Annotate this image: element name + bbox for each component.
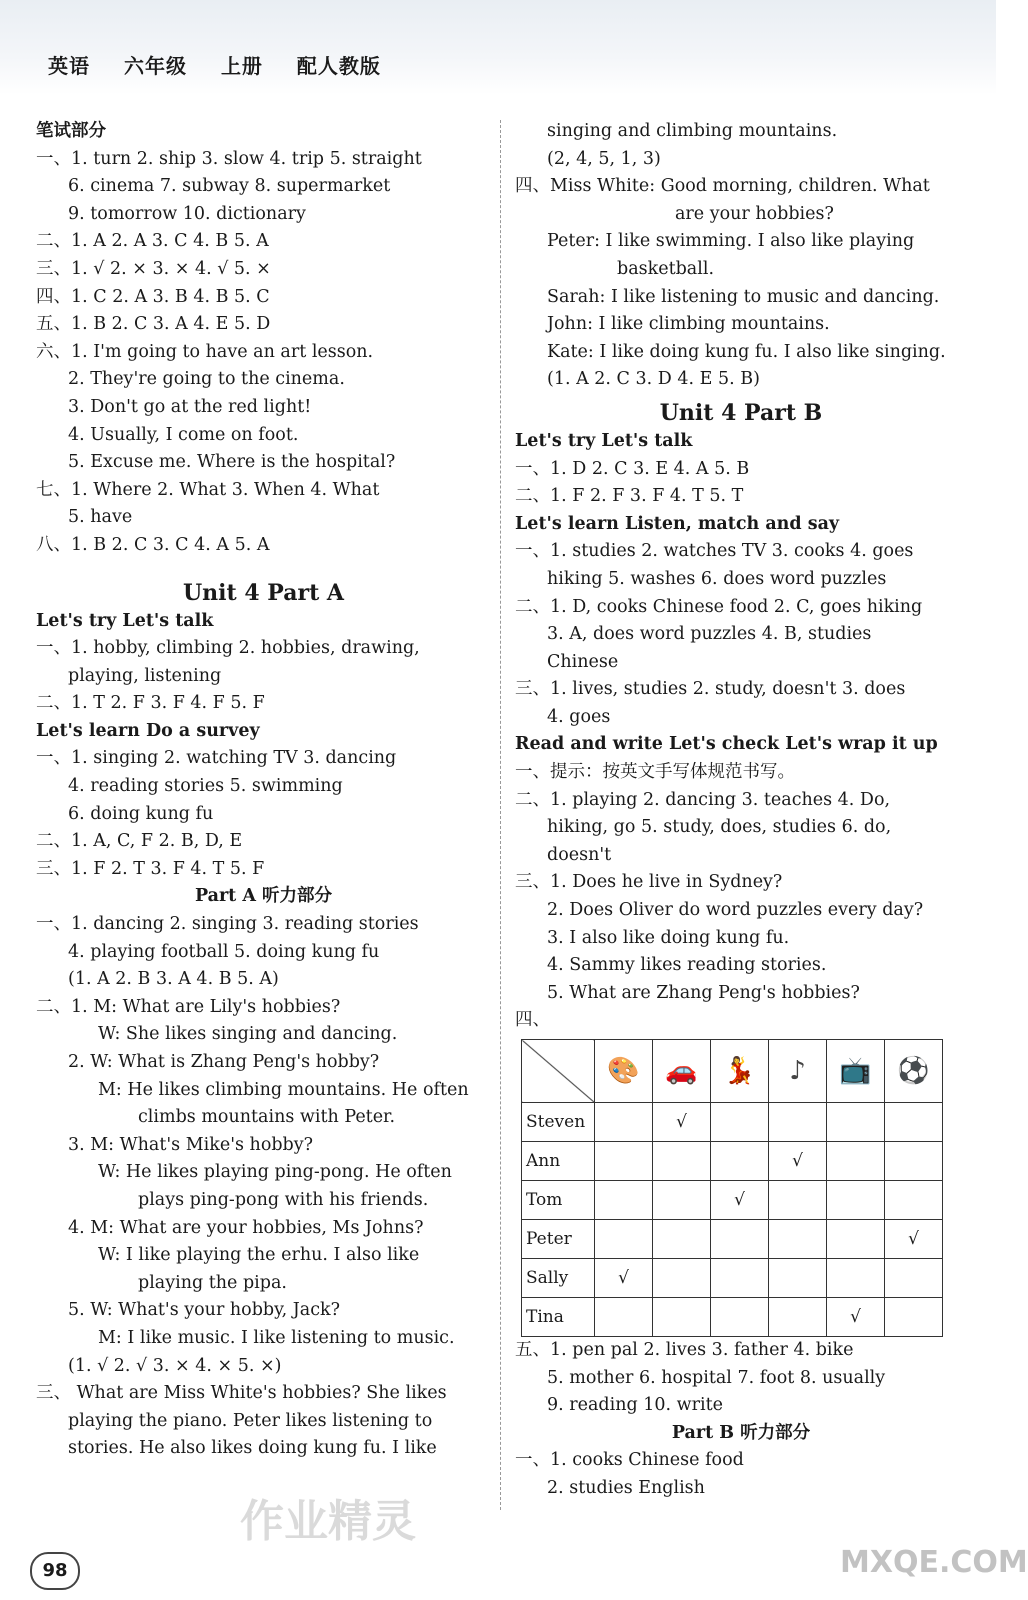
answer-line: Unit 4 Part B: [659, 399, 823, 426]
answer-line: 四、1. C 2. A 3. B 4. B 5. C: [36, 286, 270, 307]
dancing-icon: 💃: [711, 1040, 769, 1103]
answer-line: 七、1. Where 2. What 3. When 4. What: [36, 479, 380, 500]
singing-icon: ♪: [769, 1040, 827, 1103]
answer-line: Sarah: I like listening to music and dancing.: [547, 286, 940, 307]
survey-mark-cell: [595, 1103, 653, 1142]
answer-line: Let's learn Do a survey: [36, 720, 260, 741]
survey-mark-cell: [827, 1220, 885, 1259]
answer-line: M: He likes climbing mountains. He often: [98, 1079, 469, 1100]
page-header: [48, 50, 407, 79]
answer-line: 一、1. D 2. C 3. E 4. A 5. B: [515, 458, 750, 479]
survey-row: [522, 1142, 943, 1181]
answer-line: 9. reading 10. write: [547, 1395, 723, 1416]
survey-mark-cell: [827, 1142, 885, 1181]
tv-icon: 📺: [827, 1040, 885, 1103]
answer-line: 二、1. D, cooks Chinese food 2. C, goes hiking: [515, 596, 923, 617]
survey-mark-cell: √: [827, 1298, 885, 1337]
right-column-top: [515, 118, 967, 1035]
answer-line: 四、Miss White: Good morning, children. What: [515, 176, 930, 197]
answer-line: 4. M: What are your hobbies, Ms Johns?: [68, 1217, 424, 1238]
answer-line: 2. W: What is Zhang Peng's hobby?: [68, 1052, 380, 1072]
survey-mark-cell: [653, 1298, 711, 1337]
answer-line: 6. cinema 7. subway 8. supermarket: [68, 176, 391, 197]
survey-name-cell: Tina: [522, 1298, 595, 1337]
answer-line: Kate: I like doing kung fu. I also like singing.: [547, 341, 946, 362]
survey-mark-cell: [769, 1181, 827, 1220]
right-column-bottom: [515, 1337, 967, 1503]
answer-line: 一、提示：按英文手写体规范书写。: [515, 762, 795, 783]
survey-corner-cell: [522, 1040, 595, 1103]
answer-line: 二、1. T 2. F 3. F 4. F 5. F: [36, 693, 265, 714]
survey-name-cell: Peter: [522, 1220, 595, 1259]
survey-mark-cell: [595, 1298, 653, 1337]
answer-line: (2, 4, 5, 1, 3): [547, 148, 661, 169]
answer-line: 四、: [515, 1010, 550, 1031]
answer-line: hiking, go 5. study, does, studies 6. do,: [547, 817, 892, 838]
answer-line: are your hobbies?: [675, 203, 834, 224]
answer-line: 3. A, does word puzzles 4. B, studies: [547, 624, 872, 645]
answer-line: Part B 听力部分: [671, 1422, 811, 1443]
answer-line: climbs mountains with Peter.: [138, 1107, 396, 1128]
answer-line: John: I like climbing mountains.: [547, 314, 830, 335]
corner-watermark: MXQE.COM: [840, 1545, 1028, 1580]
answer-line: Peter: I like swimming. I also like playing: [547, 231, 915, 252]
survey-mark-cell: [595, 1142, 653, 1181]
answer-line: plays ping-pong with his friends.: [138, 1189, 429, 1210]
answer-line: 二、1. playing 2. dancing 3. teaches 4. Do,: [515, 789, 891, 810]
survey-mark-cell: [885, 1181, 943, 1220]
survey-mark-cell: √: [885, 1220, 943, 1259]
survey-mark-cell: [711, 1259, 769, 1298]
answer-line: 三、1. √ 2. × 3. × 4. √ 5. ×: [36, 258, 271, 279]
answer-line: M: I like music. I like listening to music.: [98, 1327, 455, 1348]
answer-line: 五、1. B 2. C 3. A 4. E 5. D: [36, 314, 271, 335]
survey-row: [522, 1298, 943, 1337]
survey-mark-cell: [827, 1259, 885, 1298]
answer-line: 5. mother 6. hospital 7. foot 8. usually: [547, 1367, 886, 1388]
answer-line: singing and climbing mountains.: [547, 121, 838, 141]
survey-mark-cell: [595, 1220, 653, 1259]
answer-line: playing the piano. Peter likes listening to: [68, 1410, 433, 1431]
survey-row: [522, 1259, 943, 1298]
survey-name-cell: Tom: [522, 1181, 595, 1220]
survey-mark-cell: [711, 1142, 769, 1181]
survey-mark-cell: [653, 1220, 711, 1259]
survey-mark-cell: [769, 1103, 827, 1142]
survey-mark-cell: √: [711, 1181, 769, 1220]
answer-line: basketball.: [617, 258, 715, 279]
answer-line: Part A 听力部分: [194, 886, 333, 907]
survey-mark-cell: [769, 1259, 827, 1298]
answer-line: 二、1. M: What are Lily's hobbies?: [36, 996, 341, 1017]
answer-line: 一、1. studies 2. watches TV 3. cooks 4. goes: [515, 541, 914, 562]
answer-line: 4. Sammy likes reading stories.: [547, 955, 827, 976]
survey-mark-cell: [653, 1181, 711, 1220]
answer-line: (1. A 2. C 3. D 4. E 5. B): [547, 369, 760, 390]
answer-line: playing the pipa.: [138, 1272, 287, 1293]
survey-mark-cell: [885, 1298, 943, 1337]
answer-line: Unit 4 Part A: [182, 579, 344, 606]
football-icon: ⚽: [885, 1040, 943, 1103]
answer-line: 八、1. B 2. C 3. C 4. A 5. A: [36, 534, 270, 555]
right-column: [515, 118, 967, 1503]
survey-mark-cell: [711, 1298, 769, 1337]
answer-line: Let's try Let's talk: [36, 610, 214, 631]
answer-line: 一、1. turn 2. ship 3. slow 4. trip 5. straight: [36, 148, 422, 169]
answer-line: 6. doing kung fu: [68, 803, 214, 824]
header-volume: 上册: [220, 54, 263, 78]
survey-mark-cell: [885, 1103, 943, 1142]
answer-line: (1. √ 2. √ 3. × 4. × 5. ×): [68, 1355, 282, 1376]
answer-line: 4. reading stories 5. swimming: [68, 776, 343, 797]
answer-line: hiking 5. washes 6. does word puzzles: [547, 568, 887, 589]
answer-line: 3. Don't go at the red light!: [68, 396, 312, 417]
answer-line: Let's learn Listen, match and say: [515, 513, 840, 534]
survey-header-row: [522, 1040, 943, 1103]
answer-line: 三、1. F 2. T 3. F 4. T 5. F: [36, 858, 265, 879]
answer-line: 二、1. F 2. F 3. F 4. T 5. T: [515, 486, 744, 507]
answer-line: (1. A 2. B 3. A 4. B 5. A): [68, 969, 279, 990]
answer-line: 六、1. I'm going to have an art lesson.: [36, 341, 374, 362]
survey-mark-cell: [653, 1259, 711, 1298]
survey-mark-cell: [595, 1181, 653, 1220]
survey-mark-cell: [827, 1103, 885, 1142]
answer-line: doesn't: [547, 844, 612, 865]
survey-name-cell: Steven: [522, 1103, 595, 1142]
answer-line: 9. tomorrow 10. dictionary: [68, 203, 306, 224]
survey-mark-cell: √: [595, 1259, 653, 1298]
answer-line: W: He likes playing ping-pong. He often: [98, 1162, 452, 1183]
answer-line: playing, listening: [68, 665, 222, 686]
survey-table: [521, 1039, 943, 1337]
survey-mark-cell: [885, 1259, 943, 1298]
answer-line: 二、1. A, C, F 2. B, D, E: [36, 831, 243, 852]
survey-mark-cell: [769, 1220, 827, 1259]
answer-line: 5. W: What's your hobby, Jack?: [68, 1300, 341, 1321]
answer-line: 五、1. pen pal 2. lives 3. father 4. bike: [515, 1340, 854, 1360]
column-divider: [500, 120, 501, 1510]
survey-name-cell: Sally: [522, 1259, 595, 1298]
survey-name-cell: Ann: [522, 1142, 595, 1181]
painting-icon: 🎨: [595, 1040, 653, 1103]
answer-line: [36, 560, 491, 574]
left-column: [36, 118, 491, 1463]
answer-line: Let's try Let's talk: [515, 430, 693, 451]
watermark: 作业精灵: [240, 1496, 416, 1547]
survey-row: [522, 1103, 943, 1142]
answer-line: 2. studies English: [547, 1477, 705, 1498]
car-icon: 🚗: [653, 1040, 711, 1103]
answer-line: 一、1. hobby, climbing 2. hobbies, drawing,: [36, 638, 420, 659]
answer-line: 5. have: [68, 507, 133, 528]
survey-row: [522, 1181, 943, 1220]
answer-line: 3. I also like doing kung fu.: [547, 927, 790, 948]
answer-line: 一、1. cooks Chinese food: [515, 1450, 744, 1471]
answer-line: 一、1. singing 2. watching TV 3. dancing: [36, 748, 397, 769]
survey-mark-cell: [827, 1181, 885, 1220]
answer-line: 三、1. Does he live in Sydney?: [515, 872, 783, 893]
answer-line: W: She likes singing and dancing.: [98, 1024, 398, 1045]
page-number: 98: [30, 1552, 80, 1590]
survey-mark-cell: [711, 1103, 769, 1142]
header-grade: 六年级: [123, 54, 187, 78]
answer-line: 4. Usually, I come on foot.: [68, 424, 299, 445]
answer-line: 5. Excuse me. Where is the hospital?: [68, 452, 396, 473]
answer-line: 2. Does Oliver do word puzzles every day?: [547, 900, 924, 921]
survey-mark-cell: √: [769, 1142, 827, 1181]
answer-line: 笔试部分: [36, 121, 106, 141]
answer-line: 一、1. dancing 2. singing 3. reading stories: [36, 914, 419, 935]
answer-line: 2. They're going to the cinema.: [68, 369, 345, 390]
survey-row: [522, 1220, 943, 1259]
answer-line: 三、 What are Miss White's hobbies? She likes: [36, 1383, 447, 1404]
answer-line: W: I like playing the erhu. I also like: [98, 1245, 420, 1266]
top-band: [0, 0, 996, 95]
answer-line: 3. M: What's Mike's hobby?: [68, 1134, 314, 1155]
answer-line: Read and write Let's check Let's wrap it up: [515, 734, 938, 755]
answer-line: 三、1. lives, studies 2. study, doesn't 3. does: [515, 679, 906, 700]
answer-line: 4. goes: [547, 706, 611, 727]
survey-mark-cell: √: [653, 1103, 711, 1142]
answer-line: 二、1. A 2. A 3. C 4. B 5. A: [36, 231, 269, 252]
answer-line: 4. playing football 5. doing kung fu: [68, 941, 380, 962]
survey-mark-cell: [711, 1220, 769, 1259]
answer-line: stories. He also likes doing kung fu. I like: [68, 1438, 437, 1459]
answer-line: 5. What are Zhang Peng's hobbies?: [547, 982, 860, 1003]
survey-mark-cell: [885, 1142, 943, 1181]
header-subject: 英语: [48, 54, 90, 78]
answer-line: Chinese: [547, 651, 619, 672]
header-edition: 配人教版: [296, 54, 381, 78]
survey-mark-cell: [769, 1298, 827, 1337]
survey-mark-cell: [653, 1142, 711, 1181]
